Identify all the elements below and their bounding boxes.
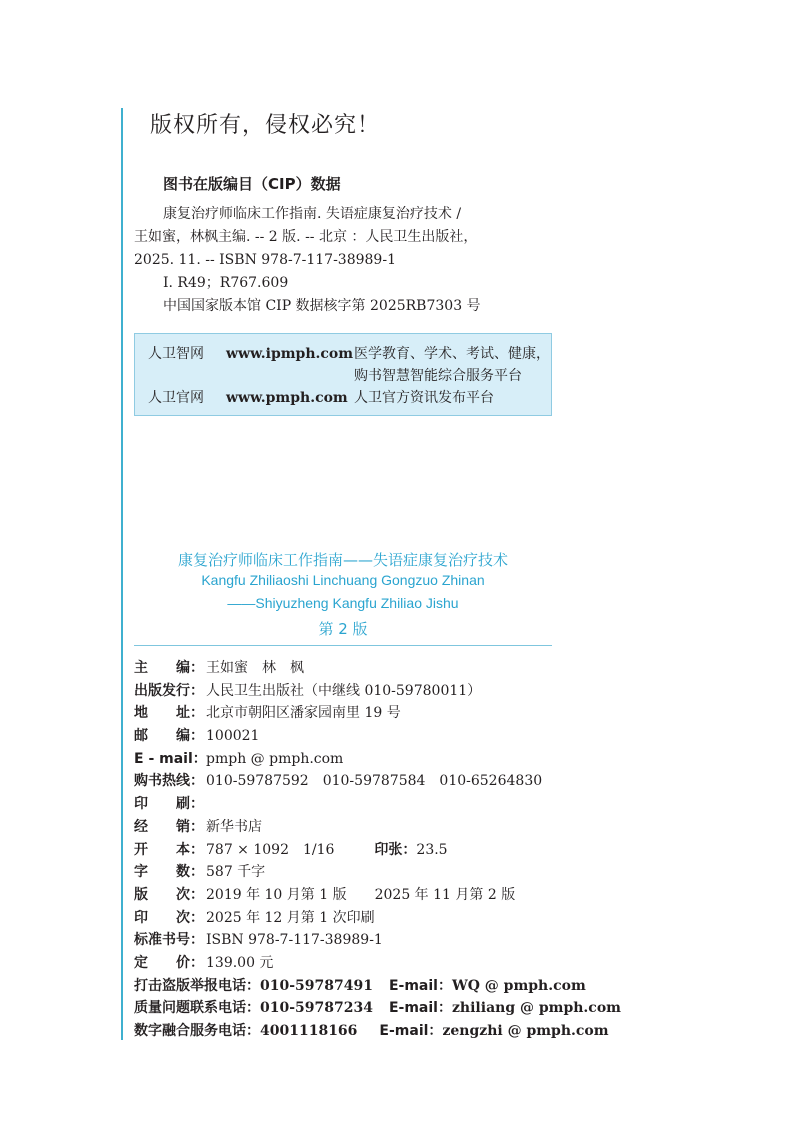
book-title-en-1: Kangfu Zhiliaoshi Linchuang Gongzuo Zhinan [201, 572, 485, 588]
promo-desc: 医学教育、学术、考试、健康， [354, 346, 550, 362]
info-row-price [134, 952, 621, 975]
info-key: 印张： [374, 841, 417, 858]
cip-line: 中国国家版本馆 CIP 数据核字第 2025RB7303 号 [163, 298, 481, 314]
info-key: 版 次： [134, 886, 204, 903]
cip-line: Ⅰ. R49；R767.609 [163, 275, 289, 291]
info-key: 出版发行： [134, 682, 204, 699]
info-key: E-mail： [388, 1000, 452, 1017]
info-value: 2025 年 12 月第 1 次印刷 [206, 909, 375, 926]
info-row-publisher [134, 680, 621, 703]
info-row-distributor [134, 816, 621, 839]
email-link[interactable]: pmph @ pmph.com [206, 750, 344, 767]
book-title-cn: 康复治疗师临床工作指南——失语症康复治疗技术 [177, 551, 508, 569]
promo-url-link[interactable]: www.ipmph.com [226, 346, 354, 362]
info-row-quality [134, 997, 621, 1020]
info-key: 地 址： [134, 705, 204, 722]
info-row-impression [134, 907, 621, 930]
info-row-editions [134, 884, 621, 907]
info-row-address [134, 702, 621, 725]
copyright-notice: 版权所有，侵权必究！ [150, 113, 381, 138]
promo-desc: 人卫官方资讯发布平台 [354, 390, 494, 406]
promo-desc: 购书智慧智能综合服务平台 [354, 368, 522, 384]
info-value: 新华书店 [206, 818, 262, 835]
info-row-digital [134, 1020, 621, 1043]
margin-rule [121, 108, 123, 1040]
info-row-isbn [134, 929, 621, 952]
info-value: 139.00 元 [206, 954, 274, 971]
info-key: 开 本： [134, 841, 204, 858]
cip-title: 图书在版编目（CIP）数据 [163, 175, 341, 193]
cip-line: 王如蜜，林枫主编. -- 2 版. -- 北京 ：人民卫生出版社， [134, 229, 478, 245]
info-value: 人民卫生出版社（中继线 010-59780011） [206, 682, 482, 699]
email-link[interactable]: WQ @ pmph.com [451, 977, 586, 994]
info-value: 100021 [206, 728, 260, 745]
info-value: 787 × 1092 1/16 [206, 841, 335, 858]
info-value: ISBN 978-7-117-38989-1 [206, 932, 383, 949]
info-value: 010-59787491 [260, 977, 373, 994]
info-key: E - mail： [134, 750, 207, 767]
info-key: E-mail： [388, 977, 452, 994]
cip-line: 康复治疗师临床工作指南. 失语症康复治疗技术 / [163, 206, 462, 222]
book-title-en-2: ——Shiyuzheng Kangfu Zhiliao Jishu [227, 595, 459, 611]
info-value: 北京市朝阳区潘家园南里 19 号 [206, 705, 401, 722]
info-value: 23.5 [416, 841, 448, 858]
info-key: 印 刷： [134, 796, 204, 813]
info-key: 印 次： [134, 909, 204, 926]
info-value: 4001118166 [260, 1023, 358, 1039]
publication-info [134, 657, 621, 1043]
promo-label: 人卫智网 [148, 346, 204, 362]
info-key: 购书热线： [134, 773, 204, 790]
info-value: 2019 年 10 月第 1 版 2025 年 11 月第 2 版 [206, 886, 516, 903]
divider [134, 645, 552, 646]
info-key: 定 价： [134, 954, 204, 971]
email-link[interactable]: zengzhi @ pmph.com [442, 1023, 609, 1039]
info-value: 010-59787234 [260, 1000, 373, 1017]
info-key: 字 数： [134, 864, 204, 881]
info-key: 数字融合服务电话： [134, 1023, 260, 1039]
info-row-postcode [134, 725, 621, 748]
promo-label: 人卫官网 [148, 390, 204, 406]
info-key: 邮 编： [134, 728, 204, 745]
email-link[interactable]: zhiliang @ pmph.com [451, 1000, 621, 1017]
info-key: 标准书号： [134, 932, 204, 949]
info-row-words [134, 861, 621, 884]
cip-line: 2025. 11. -- ISBN 978-7-117-38989-1 [134, 252, 396, 268]
promo-box [134, 333, 552, 416]
info-row-printer [134, 793, 621, 816]
info-value: 王如蜜 林 枫 [206, 660, 304, 676]
info-row-hotline [134, 770, 621, 793]
info-row-format [134, 839, 621, 862]
book-edition: 第 2 版 [318, 620, 368, 638]
info-row-email [134, 748, 621, 771]
info-row-editor [134, 657, 621, 680]
info-row-piracy [134, 975, 621, 998]
promo-url-link[interactable]: www.pmph.com [226, 390, 348, 406]
info-key: E-mail： [379, 1023, 443, 1039]
info-key: 打击盗版举报电话： [134, 977, 260, 994]
cip-data [134, 203, 481, 318]
info-value: 010-59787592 010-59787584 010-65264830 [206, 773, 543, 790]
info-key: 质量问题联系电话： [134, 1000, 260, 1017]
info-key: 主 编： [134, 660, 204, 676]
info-key: 经 销： [134, 818, 204, 835]
info-value: 587 千字 [206, 864, 266, 881]
